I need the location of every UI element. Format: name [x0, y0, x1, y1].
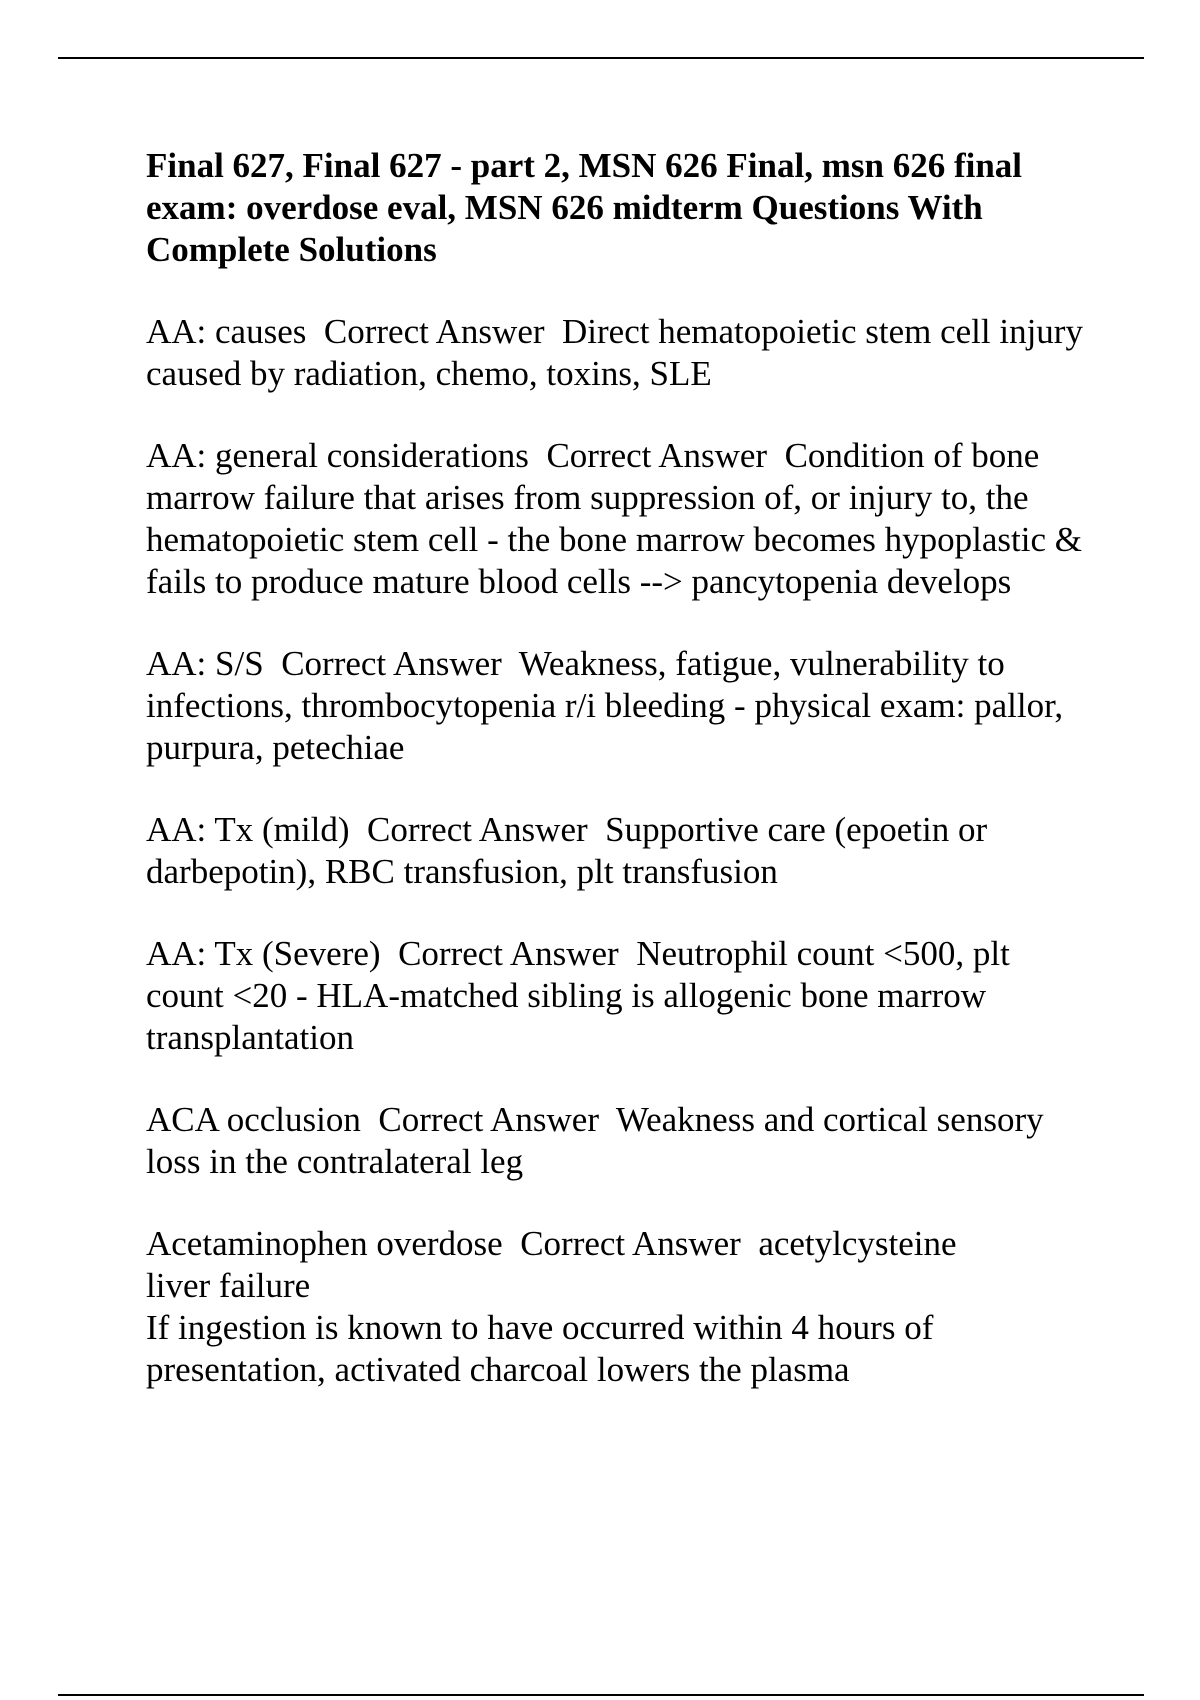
document-title: Final 627, Final 627 - part 2, MSN 626 Final, msn 626 final exam: overdose eval, MSN 626 midterm Questions With Complete Solutions — [146, 146, 1023, 269]
correct-answer-label: Correct Answer — [546, 436, 768, 475]
answer-continuation-line: If ingestion is known to have occurred within 4 hours of presentation, activated charcoal lowers the plasma — [146, 1308, 934, 1389]
bottom-rule — [58, 1694, 1144, 1696]
correct-answer-label: Correct Answer — [281, 644, 502, 683]
question-text: AA: Tx (mild) — [146, 810, 350, 849]
question-text: AA: causes — [146, 312, 307, 351]
question-text: Acetaminophen overdose — [146, 1224, 503, 1263]
qa-entry-aa-tx-severe — [146, 933, 1096, 1059]
answer-continuation-line: liver failure — [146, 1266, 311, 1305]
answer-text: Direct hematopoietic stem cell injury caused by radiation, chemo, toxins, SLE — [146, 312, 1083, 393]
correct-answer-label: Correct Answer — [520, 1224, 741, 1263]
correct-answer-label: Correct Answer — [367, 810, 588, 849]
answer-text: Condition of bone marrow failure that arises from suppression of, or injury to, the hematopoietic stem cell - the bone marrow becomes hypoplastic & fails to produce mature blood cells --> pancytopenia develops — [146, 436, 1082, 601]
question-text: AA: general considerations — [146, 436, 529, 475]
answer-text: Supportive care (epoetin or darbepotin), RBC transfusion, plt transfusion — [146, 810, 988, 891]
answer-text: Neutrophil count <500, plt count <20 - HLA-matched sibling is allogenic bone marrow transplantation — [146, 934, 1010, 1057]
qa-entry-aca-occlusion — [146, 1099, 1096, 1183]
correct-answer-label: Correct Answer — [378, 1100, 599, 1139]
qa-entry-aa-causes — [146, 311, 1096, 395]
qa-entry-acetaminophen-overdose — [146, 1223, 1096, 1391]
qa-entry-aa-tx-mild — [146, 809, 1096, 893]
qa-entry-aa-ss — [146, 643, 1096, 769]
top-rule — [58, 57, 1144, 59]
answer-text: acetylcysteine — [758, 1224, 957, 1263]
qa-entry-aa-general-considerations — [146, 435, 1096, 603]
question-text: AA: Tx (Severe) — [146, 934, 381, 973]
answer-text: Weakness, fatigue, vulnerability to infections, thrombocytopenia r/i bleeding - physical exam: pallor, purpura, petechiae — [146, 644, 1064, 767]
question-text: AA: S/S — [146, 644, 264, 683]
question-text: ACA occlusion — [146, 1100, 361, 1139]
correct-answer-label: Correct Answer — [323, 312, 545, 351]
document-body — [146, 145, 1096, 1431]
answer-text: Weakness and cortical sensory loss in the contralateral leg — [146, 1100, 1044, 1181]
correct-answer-label: Correct Answer — [398, 934, 619, 973]
